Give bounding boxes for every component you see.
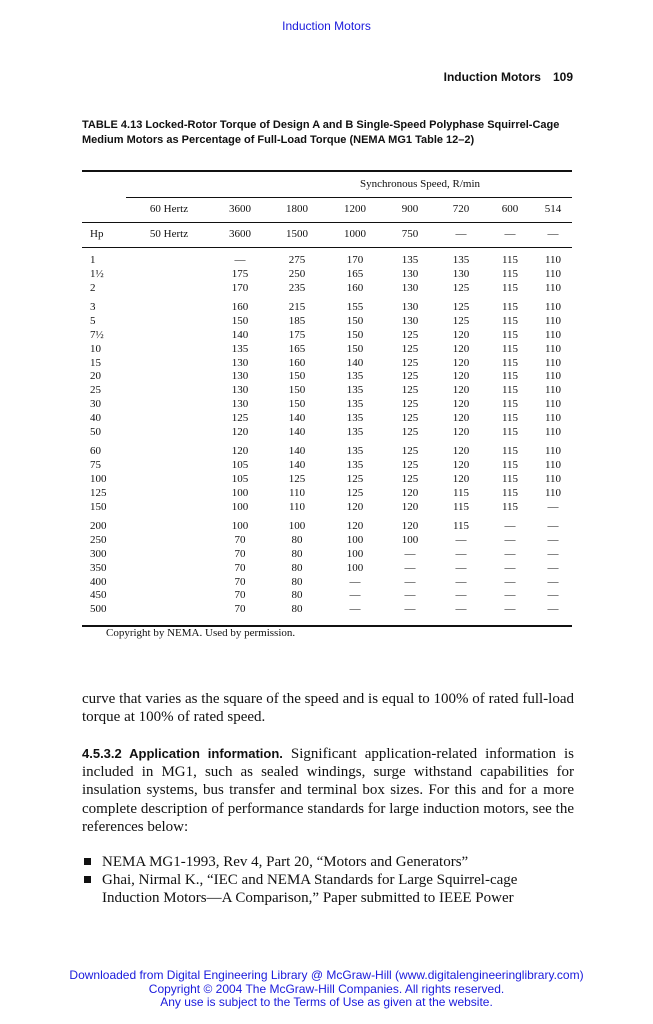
torque-cell: 125 [401,411,419,424]
torque-cell: — [547,575,559,588]
table-row [82,548,572,562]
hp-cell: 400 [90,575,107,588]
header-cell: — [547,228,559,241]
torque-cell: 115 [452,486,470,499]
torque-cell: 150 [346,315,364,328]
torque-cell: — [504,575,516,588]
torque-cell: 135 [346,370,364,383]
torque-cell: 80 [291,603,303,616]
torque-cell: 125 [401,342,419,355]
table-row [82,562,572,576]
torque-cell: 120 [231,445,249,458]
torque-cell: 120 [452,459,470,472]
torque-cell [126,514,212,534]
hp-cell: 75 [90,459,101,472]
footer-terms-link[interactable]: Any use is subject to the Terms of Use as given at the website. [160,995,493,1009]
torque-cell: 115 [501,459,519,472]
torque-cell: 100 [288,520,306,533]
torque-cell: 110 [544,301,562,314]
torque-cell: 115 [501,500,519,513]
hp-cell: 3 [90,301,96,314]
header-cell: 1000 [344,228,366,241]
torque-cell: 130 [401,315,419,328]
hp-cell: 500 [90,603,107,616]
torque-cell: 110 [544,328,562,341]
torque-cell: 135 [346,425,364,438]
table-row [82,248,572,268]
hp-cell: 50 [90,425,101,438]
torque-cell: 110 [544,472,562,485]
torque-cell: — [547,603,559,616]
torque-cell: 140 [288,459,306,472]
torque-cell: 125 [452,281,470,294]
torque-cell: — [547,561,559,574]
table-row [82,268,572,282]
torque-cell: 80 [291,547,303,560]
top-header-link[interactable]: Induction Motors [282,19,371,33]
torque-cell: 150 [346,342,364,355]
hp-cell: 1½ [90,267,104,280]
torque-cell: 170 [346,254,364,266]
torque-cell [126,562,212,576]
table-row [82,603,572,617]
torque-cell: 105 [231,472,249,485]
torque-cell [126,384,212,398]
header-cell: 3600 [229,203,251,216]
footer [0,969,653,1010]
sync-speed-label: Synchronous Speed, R/min [359,177,481,190]
torque-cell: 70 [234,589,246,602]
torque-cell [126,412,212,426]
torque-cell [126,501,212,515]
torque-cell: — [455,561,467,574]
torque-cell: 110 [544,411,562,424]
torque-cell: 115 [452,520,470,533]
torque-cell: 120 [401,520,419,533]
table-row [82,426,572,440]
torque-cell: 70 [234,547,246,560]
torque-cell: 160 [346,281,364,294]
hp-cell: 10 [90,342,101,355]
torque-cell: 135 [452,254,470,266]
hp-cell: 125 [90,486,107,499]
torque-cell: 140 [346,356,364,369]
torque-cell: 70 [234,534,246,547]
torque-cell: 115 [501,301,519,314]
bullet-icon [84,876,91,883]
torque-cell: 235 [288,281,306,294]
torque-cell: — [504,589,516,602]
torque-cell: — [404,547,416,560]
torque-cell [126,357,212,371]
torque-cell: 130 [231,397,249,410]
table-row [82,329,572,343]
torque-cell: 130 [231,370,249,383]
table-row [82,343,572,357]
torque-cell: 110 [544,281,562,294]
torque-cell: 115 [501,315,519,328]
torque-cell: 115 [501,397,519,410]
torque-cell: 125 [401,356,419,369]
torque-cell: — [455,589,467,602]
torque-cell: 125 [401,445,419,458]
torque-cell: 115 [452,500,470,513]
hp-cell: 350 [90,561,107,574]
table-row [82,514,572,534]
frequency-50hz-row [82,223,572,247]
torque-cell: 115 [501,356,519,369]
hp-cell: 7½ [90,328,104,341]
header-cell: 900 [401,203,419,216]
torque-cell: 100 [346,561,364,574]
torque-cell: — [504,534,516,547]
torque-cell: 115 [501,281,519,294]
torque-cell: 175 [231,267,249,280]
hp-cell: 25 [90,384,101,397]
reference-list [82,853,574,908]
torque-cell: 115 [501,384,519,397]
table-row [82,576,572,590]
torque-cell: 115 [501,486,519,499]
hp-cell: 300 [90,547,107,560]
hp-cell: 30 [90,397,101,410]
torque-cell: 135 [346,411,364,424]
torque-cell: — [455,534,467,547]
torque-cell: 125 [401,425,419,438]
table-row [82,534,572,548]
torque-cell: 115 [501,267,519,280]
torque-cell: 125 [452,315,470,328]
torque-cell: 110 [288,486,306,499]
hp-cell: 1 [90,254,96,266]
torque-cell: 110 [544,397,562,410]
torque-cell: 110 [544,342,562,355]
torque-cell: 165 [346,267,364,280]
section-heading: 4.5.3.2 Application information. [82,746,283,761]
table-row [82,473,572,487]
torque-cell: — [504,547,516,560]
torque-cell: — [404,575,416,588]
torque-cell: 70 [234,575,246,588]
torque-cell: 125 [401,472,419,485]
torque-cell: 115 [501,411,519,424]
reference-item: NEMA MG1-1993, Rev 4, Part 20, “Motors and Generators” [82,853,574,871]
torque-cell: — [234,254,246,266]
torque-cell: 105 [231,459,249,472]
footer-copyright: Copyright © 2004 The McGraw-Hill Companies. All rights reserved. [148,981,505,996]
torque-cell: 100 [231,500,249,513]
torque-cell: 150 [231,315,249,328]
torque-cell: 150 [288,370,306,383]
header-cell: 1200 [344,203,366,216]
torque-cell: — [404,561,416,574]
torque-cell [126,534,212,548]
torque-cell: 185 [288,315,306,328]
running-header [444,70,573,84]
table-row [82,295,572,315]
torque-cell: 110 [288,500,306,513]
torque-cell: 120 [401,486,419,499]
torque-cell: 135 [231,342,249,355]
torque-cell [126,548,212,562]
torque-cell [126,370,212,384]
torque-cell: 130 [401,301,419,314]
table-row [82,282,572,296]
torque-cell: 125 [346,486,364,499]
torque-cell: 130 [452,267,470,280]
torque-cell: 115 [501,254,519,266]
torque-cell [126,343,212,357]
torque-cell [126,439,212,459]
torque-cell: 130 [401,267,419,280]
bullet-icon [84,858,91,865]
footer-download-link[interactable]: Downloaded from Digital Engineering Library @ McGraw-Hill (www.digitalengineeringlibrary.com) [69,968,584,982]
torque-cell [126,295,212,315]
torque-cell: 150 [346,328,364,341]
torque-cell: 140 [288,425,306,438]
torque-cell: — [504,561,516,574]
hp-cell: 20 [90,370,101,383]
torque-cell [126,473,212,487]
hp-cell: 40 [90,411,101,424]
torque-cell [126,459,212,473]
torque-cell: 170 [231,281,249,294]
torque-cell: 80 [291,534,303,547]
table-row [82,384,572,398]
torque-cell [126,589,212,603]
table-row [82,398,572,412]
torque-cell: 120 [452,472,470,485]
torque-cell: 125 [401,370,419,383]
torque-cell: — [547,534,559,547]
torque-cell: 70 [234,603,246,616]
torque-cell: 120 [452,425,470,438]
paragraph-2-text: Significant application-related information is included in MG1, such as sealed windings, surge withstand capabilities for insulation systems, bus transfer and terminal box sizes. For this and for a more complete description of performance standards for large induction motors, see the references below: [82,746,574,835]
header-cell: 50 Hertz [149,228,189,241]
torque-cell: 165 [288,342,306,355]
torque-cell: 120 [452,356,470,369]
torque-cell [126,576,212,590]
table-row [82,370,572,384]
torque-cell: — [404,589,416,602]
torque-cell: 120 [452,328,470,341]
header-cell: — [455,228,467,241]
table-row [82,412,572,426]
torque-cell: 120 [346,500,364,513]
torque-cell: 120 [401,500,419,513]
torque-cell: 70 [234,561,246,574]
torque-cell: 120 [452,384,470,397]
torque-cell: 135 [346,384,364,397]
hp-cell: 150 [90,500,107,513]
table-caption: TABLE 4.13 Locked-Rotor Torque of Design A and B Single-Speed Polyphase Squirrel-Cage Medium Motors as Percentage of Full-Load Torque (NEMA MG1 Table 12–2) [82,119,560,146]
torque-cell [126,248,212,268]
header-cell: 720 [452,203,470,216]
table-copyright-note: Copyright by NEMA. Used by permission. [106,627,296,639]
torque-cell: 130 [231,356,249,369]
torque-cell: 80 [291,561,303,574]
torque-cell: 155 [346,301,364,314]
torque-cell: 125 [401,384,419,397]
torque-cell: 125 [231,411,249,424]
torque-cell: 120 [231,425,249,438]
header-cell: 60 Hertz [149,203,189,216]
torque-cell: 125 [401,459,419,472]
header-cell: 514 [544,203,562,216]
hp-cell: 60 [90,445,101,458]
torque-cell: 115 [501,370,519,383]
torque-cell: 135 [346,397,364,410]
torque-cell: 130 [401,281,419,294]
torque-cell: 110 [544,445,562,458]
torque-cell: 125 [346,472,364,485]
frequency-60hz-row [82,198,572,222]
header-cell [82,198,126,222]
torque-cell: — [455,603,467,616]
torque-cell: 125 [401,328,419,341]
torque-cell: 100 [401,534,419,547]
hp-cell: 5 [90,315,96,328]
torque-cell: 135 [346,445,364,458]
paragraph-1: curve that varies as the square of the speed and is equal to 100% of rated full-load torque at 100% of rated speed. [82,691,574,726]
table-row [82,589,572,603]
torque-cell: 115 [501,342,519,355]
torque-cell: 110 [544,370,562,383]
torque-cell: 100 [346,547,364,560]
running-title: Induction Motors [443,70,541,84]
table-row [82,315,572,329]
torque-cell [126,268,212,282]
torque-cell: 115 [501,445,519,458]
table-row [82,501,572,515]
torque-cell: — [455,547,467,560]
torque-cell: 150 [288,397,306,410]
torque-cell: 110 [544,254,562,266]
torque-cell: 115 [501,425,519,438]
header-cell: 750 [401,228,419,241]
torque-cell: — [504,603,516,616]
torque-cell [126,487,212,501]
torque-cell: — [349,603,361,616]
torque-cell: — [547,547,559,560]
sync-speed-header-row [82,172,572,197]
torque-cell: 100 [346,534,364,547]
torque-cell: 140 [288,411,306,424]
hp-cell: 100 [90,472,107,485]
hp-cell: 450 [90,589,107,602]
torque-cell: 110 [544,459,562,472]
torque-cell: — [455,575,467,588]
hp-cell: 2 [90,281,96,294]
torque-table [82,170,572,627]
torque-cell: 140 [231,328,249,341]
table-row [82,439,572,459]
torque-cell: 80 [291,575,303,588]
torque-cell: 110 [544,267,562,280]
torque-cell: 115 [501,472,519,485]
torque-cell [126,315,212,329]
torque-cell: — [547,589,559,602]
torque-cell [126,282,212,296]
torque-cell [126,329,212,343]
torque-cell: 100 [231,520,249,533]
torque-cell: 125 [452,301,470,314]
torque-cell: 110 [544,384,562,397]
torque-cell: 110 [544,315,562,328]
torque-cell: 100 [231,486,249,499]
header-cell: 600 [501,203,519,216]
header-cell: Hp [90,228,104,241]
reference-item: Ghai, Nirmal K., “IEC and NEMA Standards for Large Squirrel-cage Induction Motors—A Comparison,” Paper submitted to IEEE Power [82,871,574,907]
torque-cell: 120 [452,411,470,424]
torque-cell: 175 [288,328,306,341]
torque-cell: 120 [346,520,364,533]
torque-cell: — [547,520,559,533]
torque-cell: 215 [288,301,306,314]
torque-cell: 250 [288,267,306,280]
hp-cell: 15 [90,356,101,369]
torque-cell: — [349,575,361,588]
torque-cell: — [547,500,559,513]
torque-cell: 110 [544,356,562,369]
torque-cell: — [404,603,416,616]
header-cell: 3600 [229,228,251,241]
table-row [82,487,572,501]
header-cell: 1800 [286,203,308,216]
paragraph-2 [82,745,574,836]
torque-cell: 160 [231,301,249,314]
torque-cell: 80 [291,589,303,602]
header-cell: 1500 [286,228,308,241]
hp-cell: 250 [90,534,107,547]
hp-cell: 200 [90,520,107,533]
torque-cell: 150 [288,384,306,397]
torque-cell: 120 [452,370,470,383]
torque-cell: — [349,589,361,602]
torque-cell [126,426,212,440]
torque-cell: 110 [544,486,562,499]
torque-cell [126,603,212,617]
torque-cell [126,398,212,412]
page-number: 109 [552,70,573,84]
torque-cell: 120 [452,342,470,355]
torque-cell: 130 [231,384,249,397]
torque-cell: 135 [401,254,419,266]
torque-cell: 110 [544,425,562,438]
torque-cell: — [504,520,516,533]
torque-cell: 135 [346,459,364,472]
torque-cell: 115 [501,328,519,341]
torque-cell: 120 [452,445,470,458]
torque-cell: 125 [401,397,419,410]
table-row [82,357,572,371]
torque-cell: 140 [288,445,306,458]
torque-cell: 160 [288,356,306,369]
torque-cell: 120 [452,397,470,410]
header-cell: — [504,228,516,241]
torque-cell: 275 [288,254,306,266]
table-row [82,459,572,473]
torque-cell: 125 [288,472,306,485]
